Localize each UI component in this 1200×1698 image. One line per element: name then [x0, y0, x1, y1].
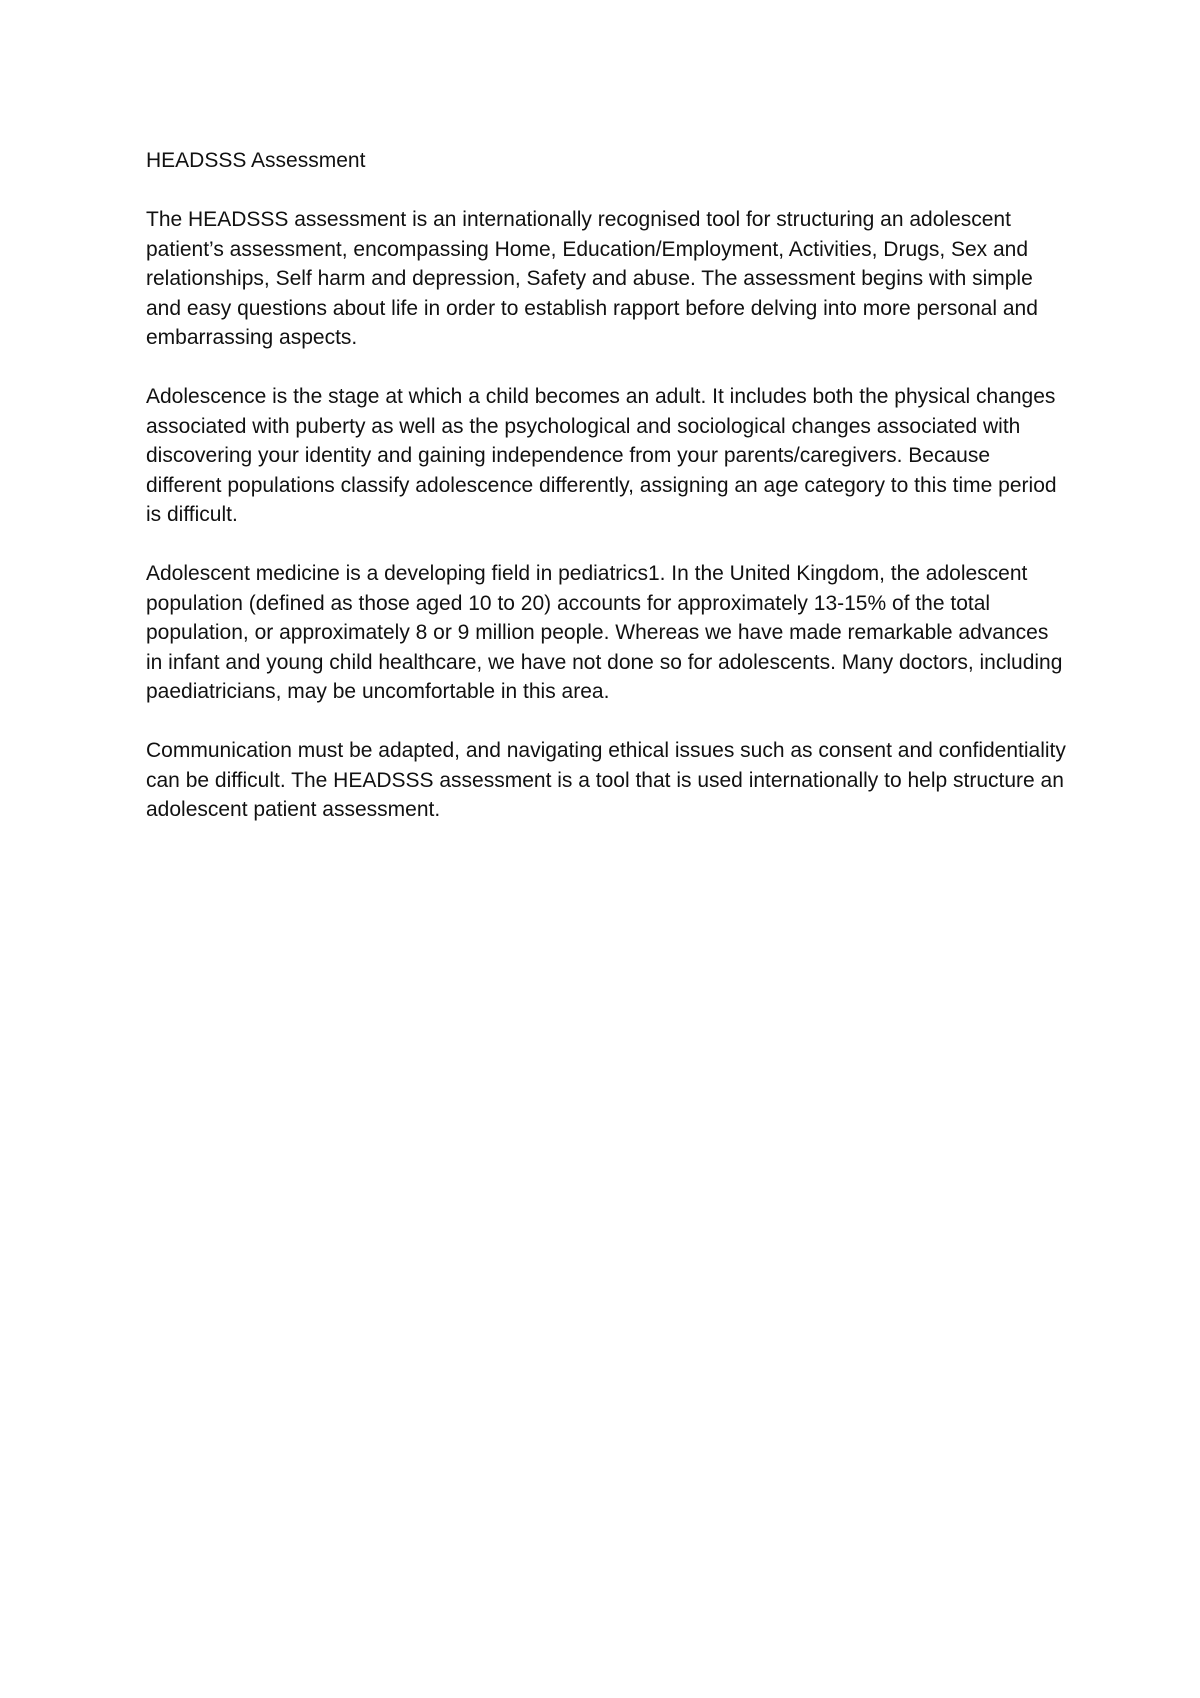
document-title: HEADSSS Assessment	[146, 149, 366, 172]
paragraph-adolescent-medicine: Adolescent medicine is a developing field in pediatrics1. In the United Kingdom, the adolescent population (defined as those aged 10 to 20) accounts for approximately 13-15% of the total population, or approximately 8 or 9 million people. Whereas we have made remarkable advances in infant and young child healthcare, we have not done so for adolescents. Many doctors, including paediatricians, may be uncomfortable in this area.	[146, 562, 1063, 703]
paragraph-headsss-overview: The HEADSSS assessment is an internationally recognised tool for structuring an adolescent patient’s assessment, encompassing Home, Education/Employment, Activities, Drugs, Sex and relationships, Self harm and depression, Safety and abuse. The assessment begins with simple and easy questions about life in order to establish rapport before delving into more personal and embarrassing aspects.	[146, 208, 1038, 349]
paragraph-adolescence-definition: Adolescence is the stage at which a child becomes an adult. It includes both the physical changes associated with puberty as well as the psychological and sociological changes associated with discovering your identity and gaining independence from your parents/caregivers. Because different populations classify adolescence differently, assigning an age category to this time period is difficult.	[146, 385, 1057, 526]
document-body	[146, 146, 1066, 854]
paragraph-communication: Communication must be adapted, and navigating ethical issues such as consent and confidentiality can be difficult. The HEADSSS assessment is a tool that is used internationally to help structure an adolescent patient assessment.	[146, 739, 1066, 821]
